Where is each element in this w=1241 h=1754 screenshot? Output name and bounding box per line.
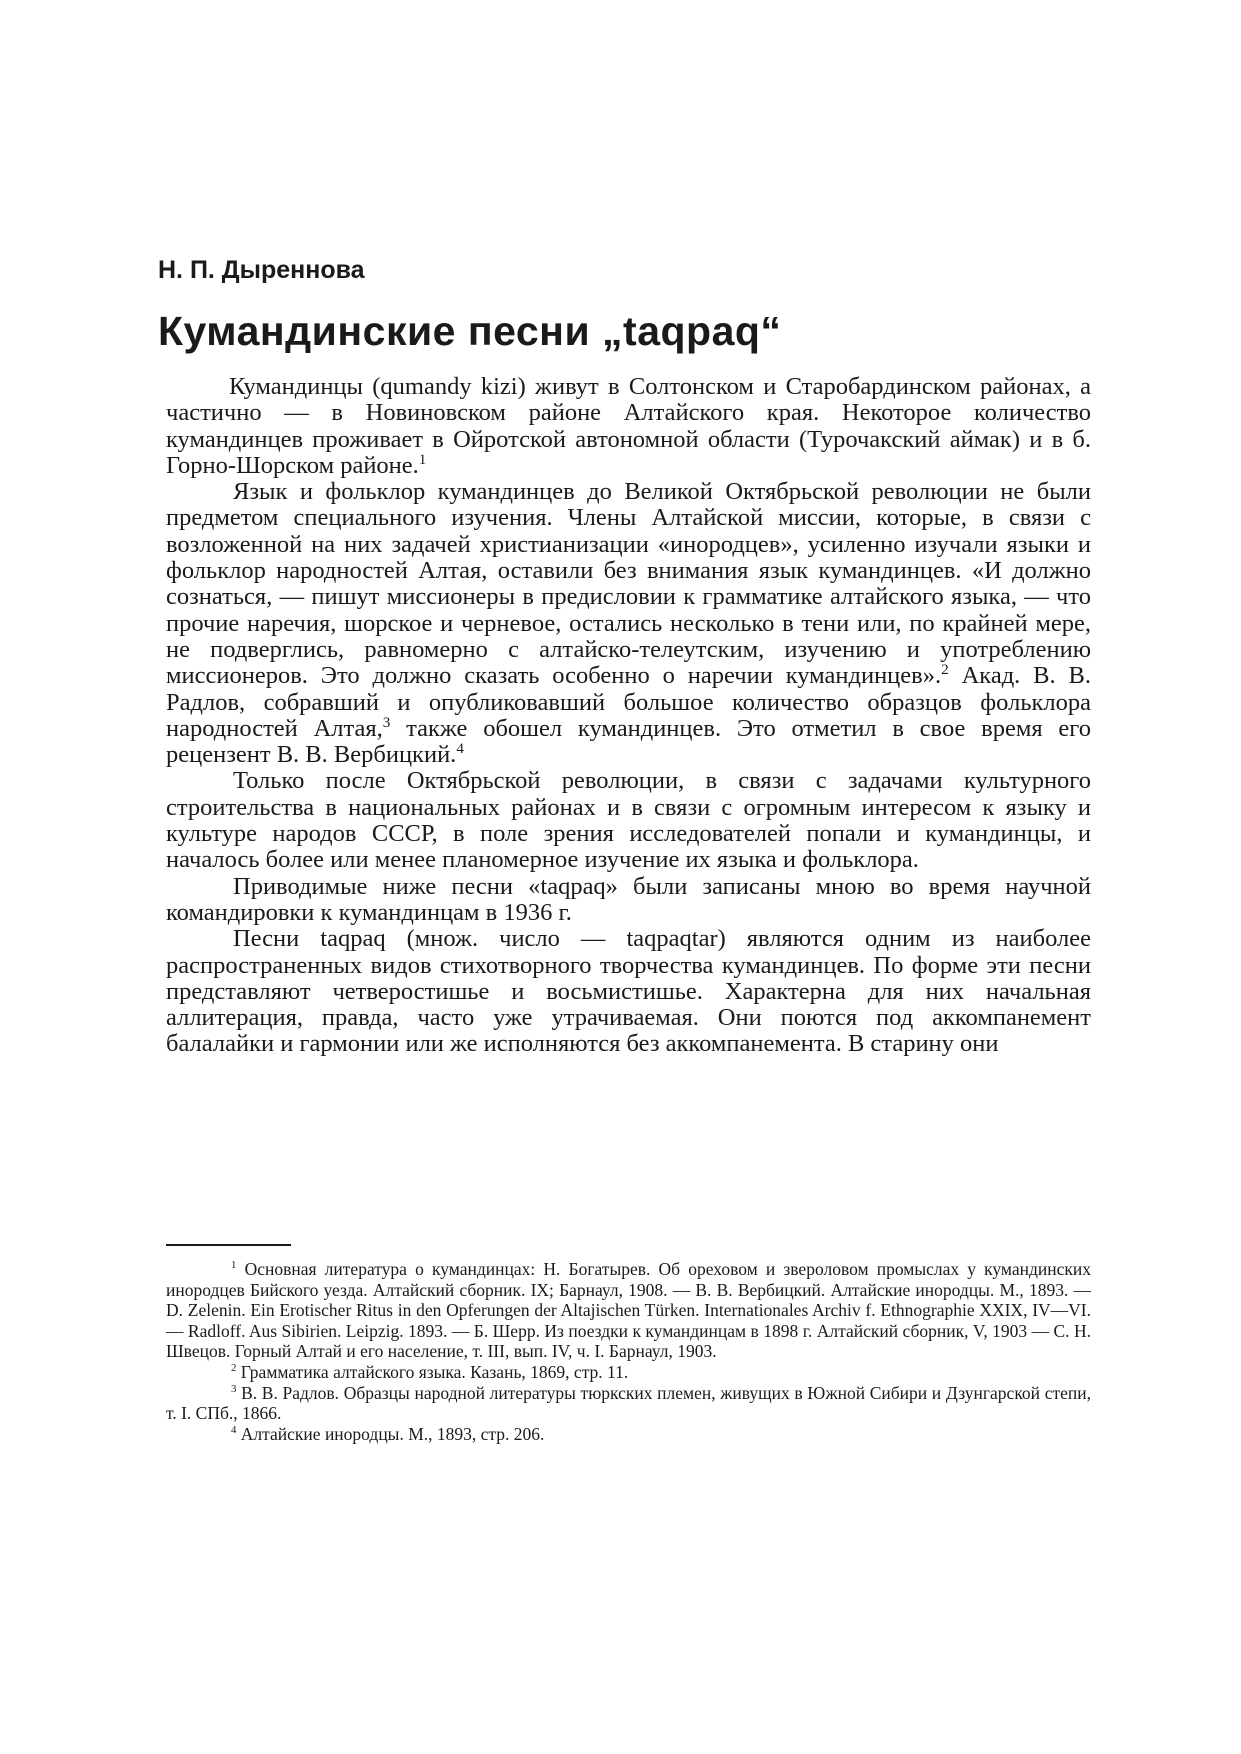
author-name: Н. П. Дыреннова: [158, 256, 365, 284]
paragraph-4: Приводимые ниже песни «taqpaq» были записаны мною во время научной командировки к кумандинцам в 1936 г.: [166, 872, 1091, 926]
footnote-number: 3: [231, 1382, 237, 1395]
article-title: Кумандинские песни „taqpaq“: [158, 308, 782, 354]
footnote-number: 1: [231, 1259, 237, 1272]
footnote-2: $^2$ Грамматика алтайского языка. Казань, 1869, стр. 11.: [231, 1361, 629, 1382]
footnote-number: 2: [231, 1362, 237, 1375]
footnote-number: 4: [231, 1423, 237, 1436]
footnote-divider: [166, 1244, 291, 1246]
paragraph-5: Песни taqpaq (множ. число — taqpaqtar) являются одним из наиболее распространенных видов стихотворного творчества кумандинцев. По форме эти песни представляют четверостишье и восьмистишье. Характерна для них начальная аллитерация, правда, часто уже утрачиваемая. Они поются под аккомпанемент балалайки и гармонии или же исполняются без аккомпанемента. В старину они: [166, 925, 1091, 1058]
paragraph-2: Язык и фольклор кумандинцев до Великой Октябрьской революции не были предметом специального изучения. Члены Алтайской миссии, которые, в связи с возложенной на них задачей христианизации «инородцев», усиленно изучали языки и фольклор народностей Алтая, оставили без внимания язык кумандинцев. «И должно сознаться, — пишут миссионеры в предисловии к грамматике алтайского языка, — что прочие наречия, шорское и черневое, остались несколько в тени или, по крайней мере, не подверглись, равномерно с алтайско-телеутским, изучению и употреблению миссионеров. Это должно сказать особенно о наречии кумандинцев».$^2$ Акад. В. В. Радлов, собравший и опубликовавший большое количество образцов фольклора народностей Алтая,$^3$ также обошел кумандинцев. Это отметил в свое время его рецензент В. В. Вербицкий.$^4$: [166, 478, 1092, 769]
footnote-ref-1[interactable]: 1: [418, 450, 427, 468]
footnote-ref-4[interactable]: 4: [456, 740, 464, 757]
footnote-1: $^1$ Основная литература о кумандинцах: Н. Богатырев. Об ореховом и звероловом промыслах у кумандинских инородцев Бийского уезда. Алтайский сборник. IX; Барнаул, 1908. — В. В. Вербицкий. Алтайские инородцы. М., 1893. — D. Zelenin. Ein Erotischer Ritus in den Opferungen der Altajischen Türken. Internationales Archiv f. Ethnographie XXIX, IV—VI. — Radloff. Aus Sibirien. Leipzig. 1893. — Б. Шерр. Из поездки к кумандинцам в 1898 г. Алтайский сборник, V, 1903 — С. Н. Швецов. Горный Алтай и его население, т. III, вып. IV, ч. I. Барнаул, 1903.: [166, 1259, 1092, 1362]
footnote-ref-2[interactable]: 2: [941, 661, 949, 679]
footnote-3: $^3$ В. В. Радлов. Образцы народной литературы тюркских племен, живущих в Южной Сибири и Дзунгарской степи, т. I. СПб., 1866.: [166, 1382, 1092, 1424]
footnote-ref-3[interactable]: 3: [382, 713, 391, 731]
footnote-4: $^4$ Алтайские инородцы. М., 1893, стр. 206.: [231, 1423, 545, 1444]
paragraph-3: Только после Октябрьской революции, в связи с задачами культурного строительства в национальных районах и в связи с огромным интересом к языку и культуре народов СССР, в поле зрения исследователей попали и кумандинцы, и началось более или менее планомерное изучение их языка и фольклора.: [166, 767, 1091, 874]
paragraph-1: Кумандинцы (qumandy kizi) живут в Солтонском и Старобардинском районах, а частично — в Новиновском районе Алтайского края. Некоторое количество кумандинцев проживает в Ойротской автономной области (Турочакский аймак) и в б. Горно-Шорском районе.$^1$: [166, 373, 1091, 479]
footnotes: [166, 1259, 1091, 1444]
article-body: [166, 374, 1091, 1058]
